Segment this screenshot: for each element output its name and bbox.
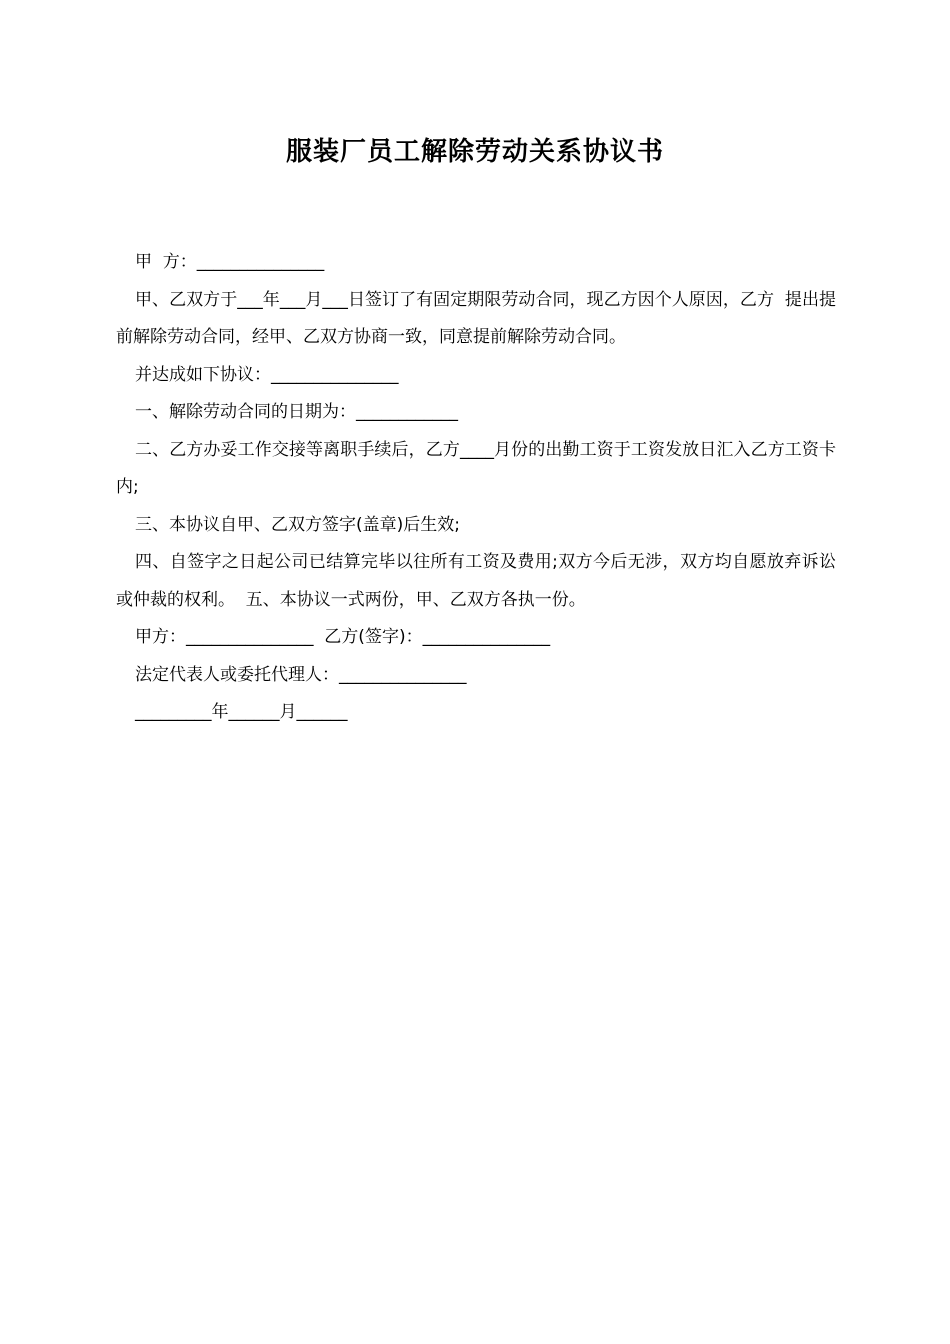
signature-line: 甲方：_______________ 乙方(签字)：_______________ bbox=[135, 627, 551, 647]
contract-background-paragraph: 甲、乙双方于___年___月___日签订了有固定期限劳动合同，现乙方因个人原因，乙方 提出提前解除劳动合同，经甲、乙双方协商一致，同意提前解除劳动合同。 bbox=[116, 289, 836, 347]
clause-3: 三、本协议自甲、乙双方签字(盖章)后生效; bbox=[135, 514, 460, 535]
document-title: 服装厂员工解除劳动关系协议书 bbox=[285, 137, 664, 167]
party-a-line: 甲 方：_______________ bbox=[135, 252, 325, 272]
agreement-intro-line: 并达成如下协议：_______________ bbox=[135, 364, 399, 385]
document-body bbox=[116, 244, 836, 732]
clause-2: 二、乙方办妥工作交接等离职手续后，乙方____月份的出勤工资于工资发放日汇入乙方工资卡内; bbox=[116, 439, 836, 497]
date-line: _________年______月______ bbox=[135, 702, 348, 722]
representative-line: 法定代表人或委托代理人：_______________ bbox=[135, 664, 467, 685]
clause-1: 一、解除劳动合同的日期为：____________ bbox=[135, 402, 458, 422]
clause-4-5: 四、自签字之日起公司已结算完毕以往所有工资及费用;双方今后无涉，双方均自愿放弃诉讼或仲裁的权利。 五、本协议一式两份，甲、乙双方各执一份。 bbox=[116, 552, 836, 610]
